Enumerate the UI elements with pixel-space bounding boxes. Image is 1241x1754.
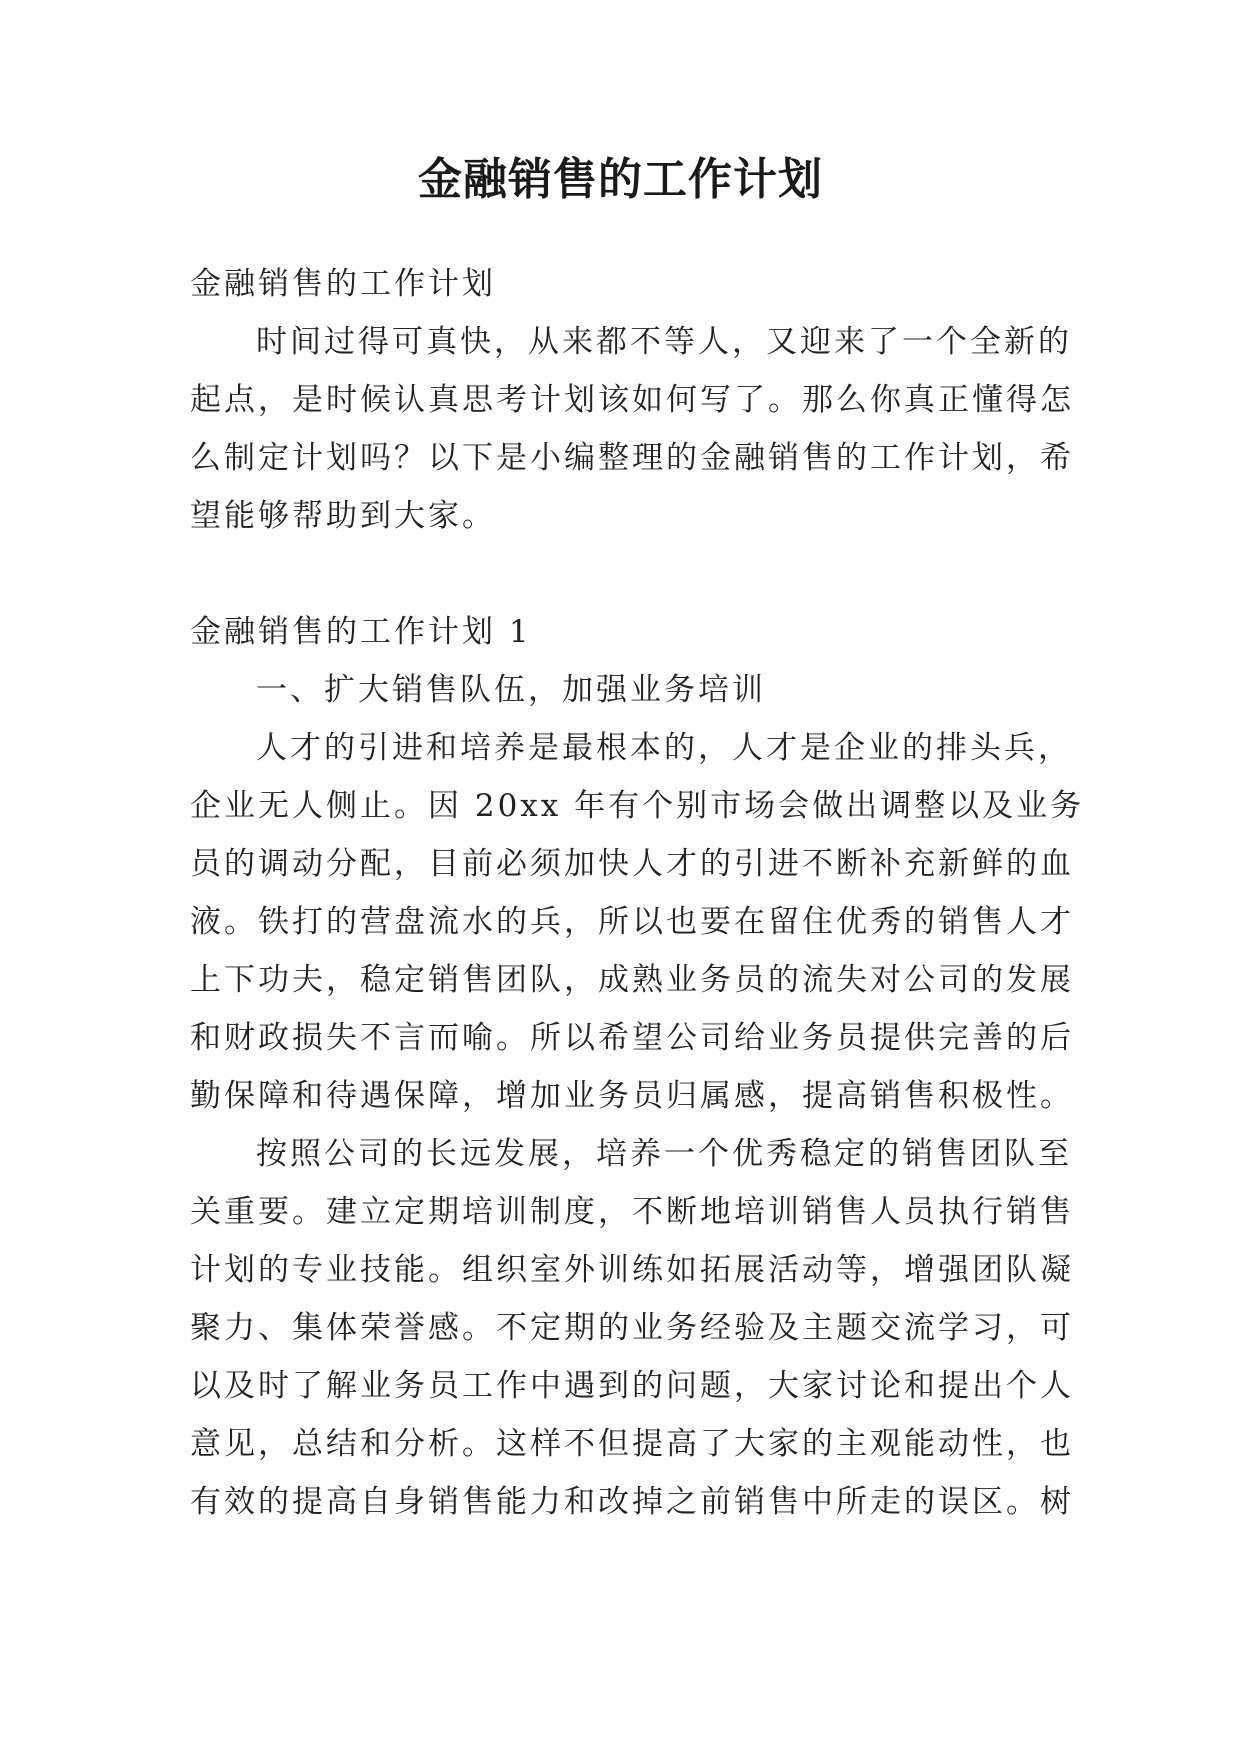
paragraph-line: 计划的专业技能。组织室外训练如拓展活动等，增强团队凝 <box>190 1252 1074 1288</box>
paragraph-line: 聚力、集体荣誉感。不定期的业务经验及主题交流学习，可 <box>190 1310 1074 1346</box>
intro-paragraph-line: 么制定计划吗？以下是小编整理的金融销售的工作计划，希 <box>190 440 1074 476</box>
intro-paragraph-line: 望能够帮助到大家。 <box>190 498 496 534</box>
paragraph-line: 按照公司的长远发展，培养一个优秀稳定的销售团队至 <box>256 1136 1072 1172</box>
paragraph-line: 关重要。建立定期培训制度，不断地培训销售人员执行销售 <box>190 1194 1074 1230</box>
section-heading: 金融销售的工作计划 1 <box>190 614 532 650</box>
paragraph-line: 企业无人侧止。因 20xx 年有个别市场会做出调整以及业务 <box>190 788 1085 824</box>
document-body <box>190 255 1085 1531</box>
subsection-heading: 一、扩大销售队伍，加强业务培训 <box>256 672 766 708</box>
paragraph-line: 液。铁打的营盘流水的兵，所以也要在留住优秀的销售人才 <box>190 904 1074 940</box>
intro-paragraph-line: 起点，是时候认真思考计划该如何写了。那么你真正懂得怎 <box>190 382 1074 418</box>
intro-heading: 金融销售的工作计划 <box>190 266 496 302</box>
intro-paragraph-line: 时间过得可真快，从来都不等人，又迎来了一个全新的 <box>256 324 1072 360</box>
paragraph-line: 人才的引进和培养是最根本的，人才是企业的排头兵， <box>256 730 1072 766</box>
paragraph-line: 和财政损失不言而喻。所以希望公司给业务员提供完善的后 <box>190 1020 1074 1056</box>
document-title: 金融销售的工作计划 <box>418 154 823 205</box>
paragraph-line: 上下功夫，稳定销售团队，成熟业务员的流失对公司的发展 <box>190 962 1074 998</box>
paragraph-line: 员的调动分配，目前必须加快人才的引进不断补充新鲜的血 <box>190 846 1074 882</box>
paragraph-line: 勤保障和待遇保障，增加业务员归属感，提高销售积极性。 <box>190 1078 1074 1114</box>
paragraph-line: 以及时了解业务员工作中遇到的问题，大家讨论和提出个人 <box>190 1368 1074 1404</box>
paragraph-line: 意见，总结和分析。这样不但提高了大家的主观能动性，也 <box>190 1426 1074 1462</box>
paragraph-line: 有效的提高自身销售能力和改掉之前销售中所走的误区。树 <box>190 1484 1074 1520</box>
blank-line <box>190 545 1052 603</box>
